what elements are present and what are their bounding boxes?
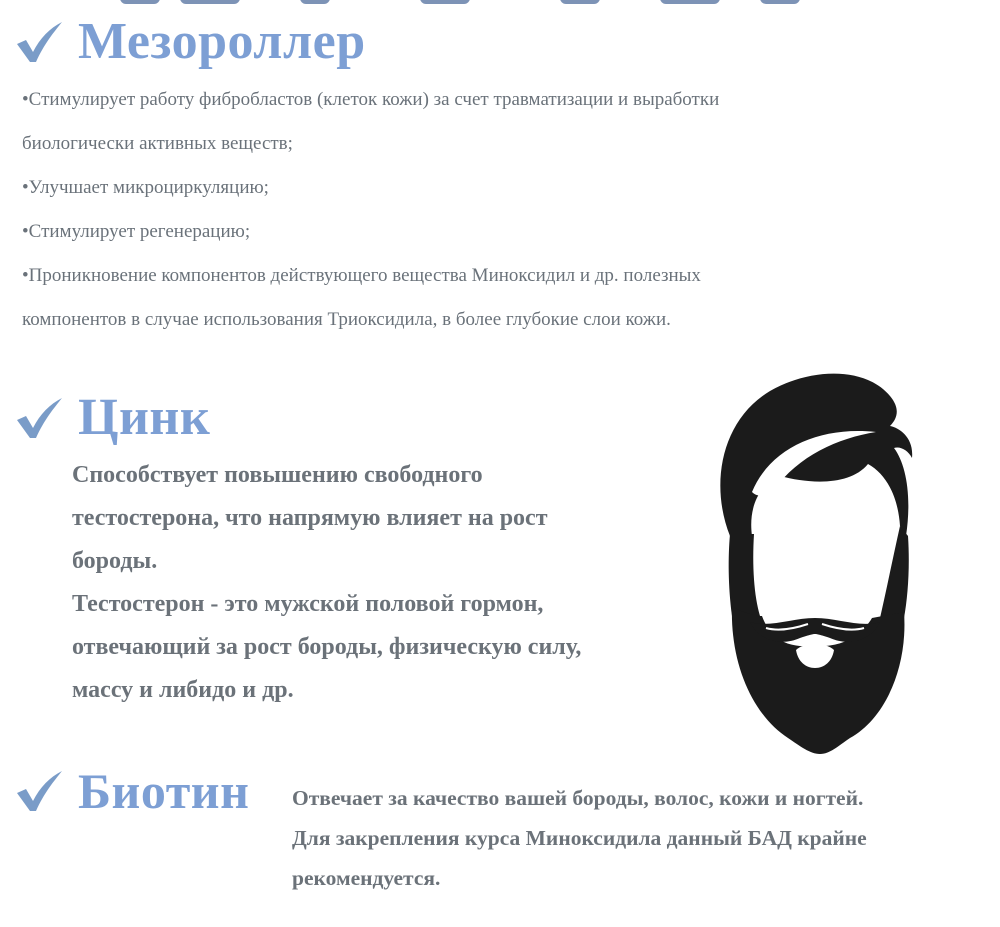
check-icon bbox=[14, 769, 64, 813]
zinc-line: отвечающий за рост бороды, физическую силу, bbox=[72, 634, 582, 660]
list-item: •Улучшает микроциркуляцию; bbox=[22, 177, 269, 198]
zinc-description bbox=[72, 454, 692, 712]
check-icon bbox=[14, 396, 64, 440]
zinc-line: массу и либидо и др. bbox=[72, 677, 294, 703]
mesoroller-list bbox=[22, 78, 972, 342]
mesoroller-title: Мезороллер bbox=[78, 13, 366, 70]
biotin-line: рекомендуется. bbox=[292, 866, 441, 890]
biotin-title: Биотин bbox=[78, 763, 250, 819]
zinc-line: Тестостерон - это мужской половой гормон, bbox=[72, 591, 544, 617]
zinc-heading bbox=[14, 389, 211, 446]
list-item: биологически активных веществ; bbox=[22, 133, 293, 154]
zinc-line: Способствует повышению свободного bbox=[72, 462, 483, 488]
list-item: •Проникновение компонентов действующего вещества Миноксидил и др. полезных bbox=[22, 265, 701, 286]
list-item: •Стимулирует регенерацию; bbox=[22, 221, 251, 242]
zinc-line: бороды. bbox=[72, 548, 158, 574]
biotin-description bbox=[292, 778, 992, 898]
zinc-title: Цинк bbox=[78, 389, 211, 446]
biotin-line: Отвечает за качество вашей бороды, волос, кожи и ногтей. bbox=[292, 786, 864, 810]
cut-off-heading bbox=[0, 0, 1000, 4]
zinc-line: тестостерона, что напрямую влияет на рост bbox=[72, 505, 548, 531]
mesoroller-heading bbox=[14, 13, 366, 70]
check-icon bbox=[14, 20, 64, 64]
list-item: компонентов в случае использования Триоксидила, в более глубокие слои кожи. bbox=[22, 309, 671, 330]
bearded-man-icon bbox=[700, 366, 930, 756]
biotin-heading bbox=[14, 763, 250, 819]
biotin-line: Для закрепления курса Миноксидила данный БАД крайне bbox=[292, 826, 867, 850]
list-item: •Стимулирует работу фибробластов (клеток кожи) за счет травматизации и выработки bbox=[22, 89, 720, 110]
